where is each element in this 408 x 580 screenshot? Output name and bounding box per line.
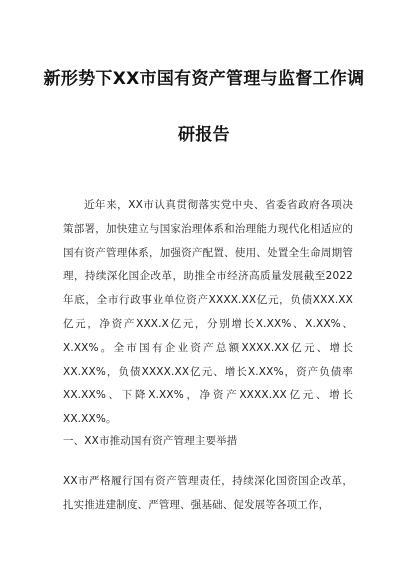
intro-paragraph: 近年来，XX市认真贯彻落实党中央、省委省政府各项决策部署，加快建立与国家治理体系和治理能力现代化相适应的国有资产管理体系，加强资产配置、使用、处置全生命周期管理，持续深化国企改革，助推全市经济高质量发展截至2022年底，全市行政事业单位资产XXXX.XX亿元，负债XXX.XX亿元，净资产XXX.X亿元，分别增长X.XX%、X.XX%、X.XX%。全市国有企业资产总额XXXX.XX亿元、增长XX.XX%，负债XXXX.XX亿元、增长X.XX%，资产负债率XX.XX%、下降X.XX%，净资产XXXX.XX亿元、增长XX.XX%。: [63, 199, 353, 426]
section-heading: 一、XX市推动国有资产管理主要举措: [63, 435, 238, 447]
document-title-line-2: 研报告: [178, 125, 230, 145]
document-title-line-1: 新形势下XX市国有资产管理与监督工作调: [43, 69, 365, 89]
section-paragraph: XX市严格履行国有资产管理责任，持续深化国资国企改革，扎实推进建制度、严管理、强基础、促发展等各项工作，: [63, 475, 353, 511]
